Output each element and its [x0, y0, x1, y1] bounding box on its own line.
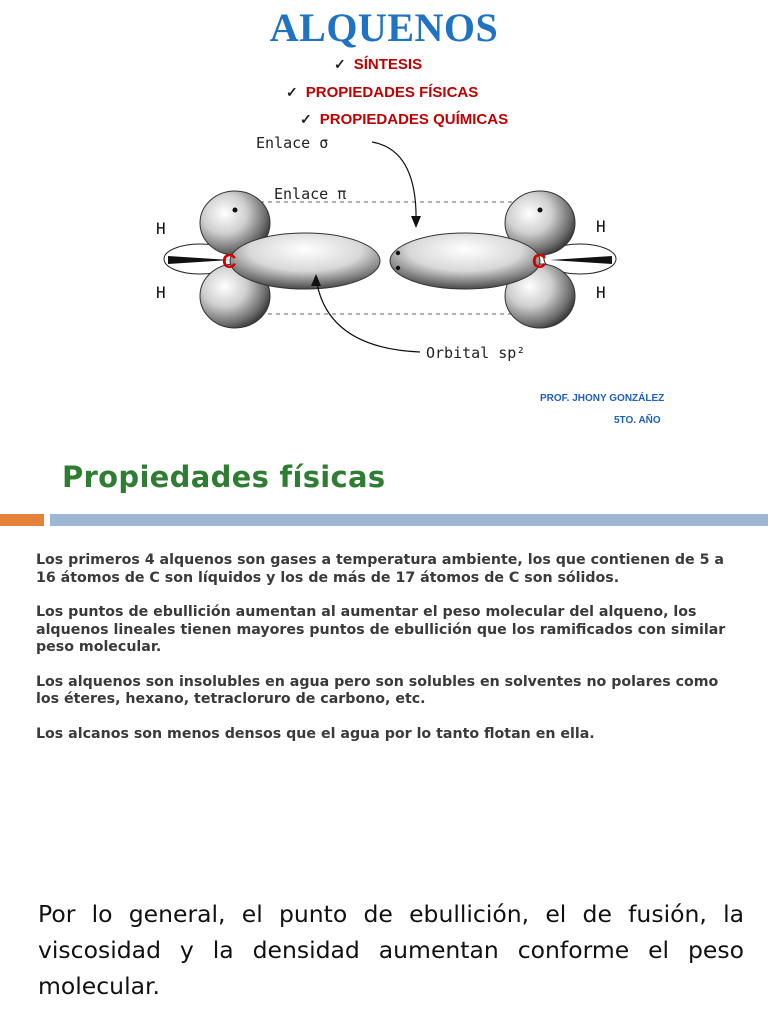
- slide-alquenos: [0, 0, 768, 440]
- hydrogen-label: H: [596, 283, 606, 302]
- property-paragraph: Los alcanos son menos densos que el agua por lo tanto flotan en ella.: [36, 725, 595, 742]
- checklist-item: [286, 84, 478, 101]
- checkmark-icon: ✓: [300, 111, 312, 127]
- checklist-label: PROPIEDADES QUÍMICAS: [319, 111, 509, 128]
- hydrogen-label: H: [156, 219, 166, 238]
- property-paragraph: Los puntos de ebullición aumentan al aumentar el peso molecular del alqueno, los alquenos lineales tienen mayores puntos de ebullición que los ramificados con similar peso molecular.: [36, 604, 726, 655]
- sigma-bond-label: Enlace σ: [256, 134, 329, 152]
- checklist-label: SÍNTESIS: [353, 56, 423, 73]
- checkmark-icon: ✓: [286, 84, 298, 100]
- arrow-sigma: [372, 142, 416, 224]
- checklist-item: [300, 111, 508, 128]
- electron-dot: [396, 266, 400, 270]
- arrow-orbital: [316, 278, 420, 352]
- slide-propiedades-fisicas: [0, 440, 768, 1024]
- checklist-item: [334, 56, 422, 73]
- property-paragraph: Los primeros 4 alquenos son gases a temperatura ambiente, los que contienen de 5 a 16 átomos de C son líquidos y los de más de 17 átomos de C son sólidos.: [36, 552, 724, 586]
- ethylene-orbital-diagram: [150, 128, 630, 378]
- decorative-bar-blue: [50, 514, 768, 526]
- decorative-bar-orange: [0, 514, 44, 526]
- property-paragraph: Los alquenos son insolubles en agua pero son solubles en solventes no polares como los éteres, hexano, tetracloruro de carbono, etc.: [36, 673, 719, 707]
- checkmark-icon: ✓: [334, 56, 346, 72]
- arrow-head-icon: [411, 216, 421, 228]
- slide-title: ALQUENOS: [269, 5, 499, 50]
- electron-dot: [538, 208, 543, 213]
- carbon-label: C: [532, 251, 547, 273]
- hydrogen-label: H: [156, 283, 166, 302]
- carbon-label: C: [222, 251, 237, 273]
- sigma-bond-lobe: [230, 233, 380, 289]
- properties-list: [36, 552, 736, 760]
- author-name: PROF. JHONY GONZÁLEZ: [540, 393, 665, 404]
- checklist-label: PROPIEDADES FÍSICAS: [305, 84, 479, 101]
- grade-label: 5TO. AÑO: [614, 415, 661, 426]
- summary-statement: Por lo general, el punto de ebullición, el de fusión, la viscosidad y la densidad aumentan conforme el peso molecular.: [38, 900, 744, 1000]
- orbital-sp2-label: Orbital sp²: [426, 344, 526, 362]
- sigma-bond-lobe: [390, 233, 540, 289]
- electron-dot: [396, 251, 400, 255]
- section-heading: Propiedades físicas: [62, 460, 386, 494]
- electron-dot: [233, 208, 238, 213]
- pi-bond-label: Enlace π: [274, 185, 347, 203]
- hydrogen-label: H: [596, 217, 606, 236]
